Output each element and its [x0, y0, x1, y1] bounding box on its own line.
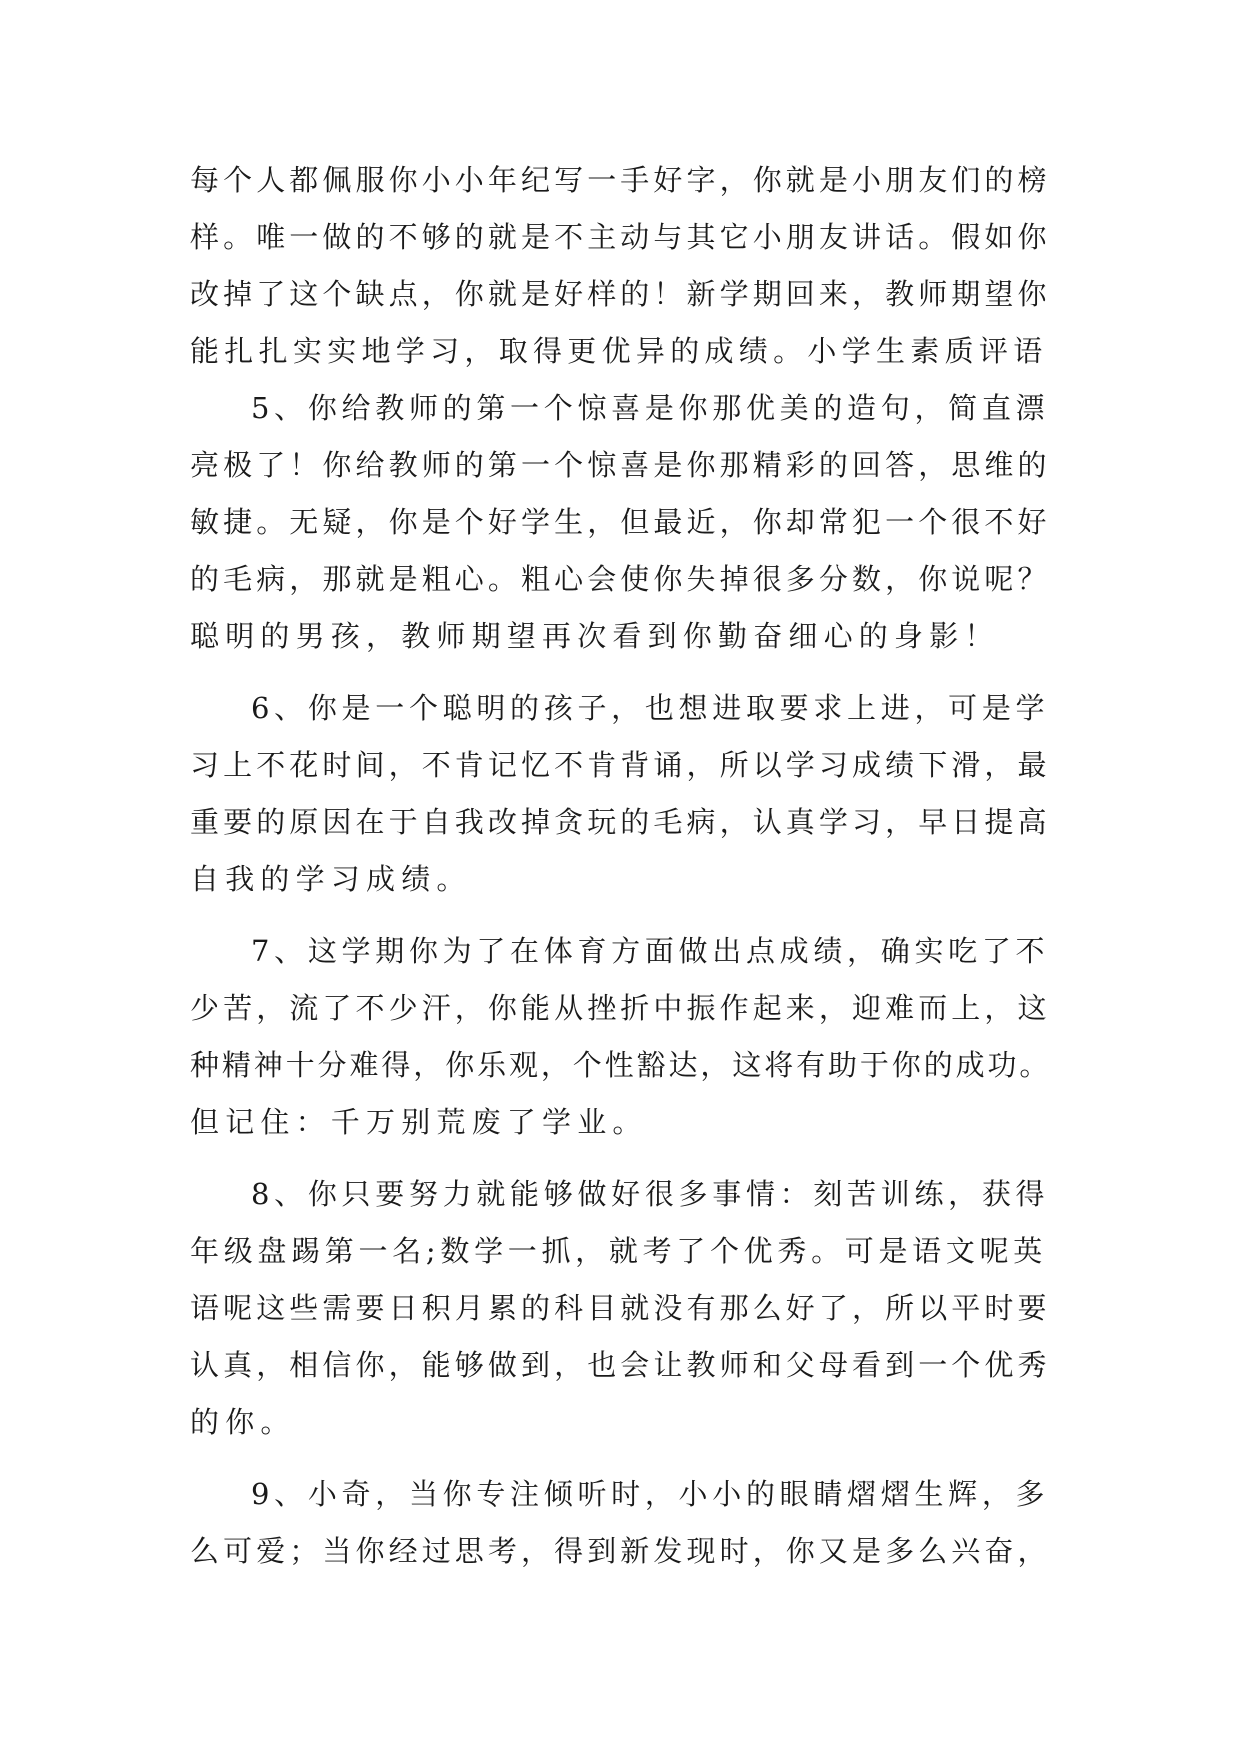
text-line: 敏捷。无疑，你是个好学生，但最近，你却常犯一个很不好: [190, 505, 1051, 539]
text-line: 改掉了这个缺点，你就是好样的！新学期回来，教师期望你: [190, 277, 1051, 311]
text-line: 样。唯一做的不够的就是不主动与其它小朋友讲话。假如你: [190, 220, 1051, 254]
text-line: 自我的学习成绩。: [190, 862, 472, 896]
paragraph-start-line: 6、你是一个聪明的孩子，也想进取要求上进，可是学: [251, 691, 1050, 725]
paragraph-start-line: 8、你只要努力就能够做好很多事情：刻苦训练，获得: [251, 1177, 1050, 1211]
text-line: 的你。: [190, 1405, 296, 1439]
text-line: 种精神十分难得，你乐观，个性豁达，这将有助于你的成功。: [190, 1048, 1052, 1082]
text-line: 聪明的男孩，教师期望再次看到你勤奋细心的身影！: [190, 619, 1000, 653]
text-line: 重要的原因在于自我改掉贪玩的毛病，认真学习，早日提高: [190, 805, 1051, 839]
text-line: 年级盘踢第一名;数学一抓，就考了个优秀。可是语文呢英: [190, 1234, 1047, 1268]
text-line: 的毛病，那就是粗心。粗心会使你失掉很多分数，你说呢？: [190, 562, 1051, 596]
text-line: 认真，相信你，能够做到，也会让教师和父母看到一个优秀: [190, 1348, 1051, 1382]
paragraph-start-line: 9、小奇，当你专注倾听时，小小的眼睛熠熠生辉，多: [251, 1477, 1050, 1511]
text-line: 语呢这些需要日积月累的科目就没有那么好了，所以平时要: [190, 1291, 1051, 1325]
paragraph-start-line: 7、这学期你为了在体育方面做出点成绩，确实吃了不: [251, 934, 1050, 968]
text-line: 但记住：千万别荒废了学业。: [190, 1105, 648, 1139]
text-line: 么可爱；当你经过思考，得到新发现时，你又是多么兴奋，: [190, 1534, 1051, 1568]
text-line: 亮极了！你给教师的第一个惊喜是你那精彩的回答，思维的: [190, 448, 1051, 482]
text-line: 少苦，流了不少汗，你能从挫折中振作起来，迎难而上，这: [190, 991, 1051, 1025]
text-line: 习上不花时间，不肯记忆不肯背诵，所以学习成绩下滑，最: [190, 748, 1051, 782]
paragraph-start-line: 5、你给教师的第一个惊喜是你那优美的造句，简直漂: [251, 391, 1050, 425]
text-line: 每个人都佩服你小小年纪写一手好字，你就是小朋友们的榜: [190, 163, 1051, 197]
text-line: 能扎扎实实地学习，取得更优异的成绩。小学生素质评语: [190, 334, 1048, 368]
